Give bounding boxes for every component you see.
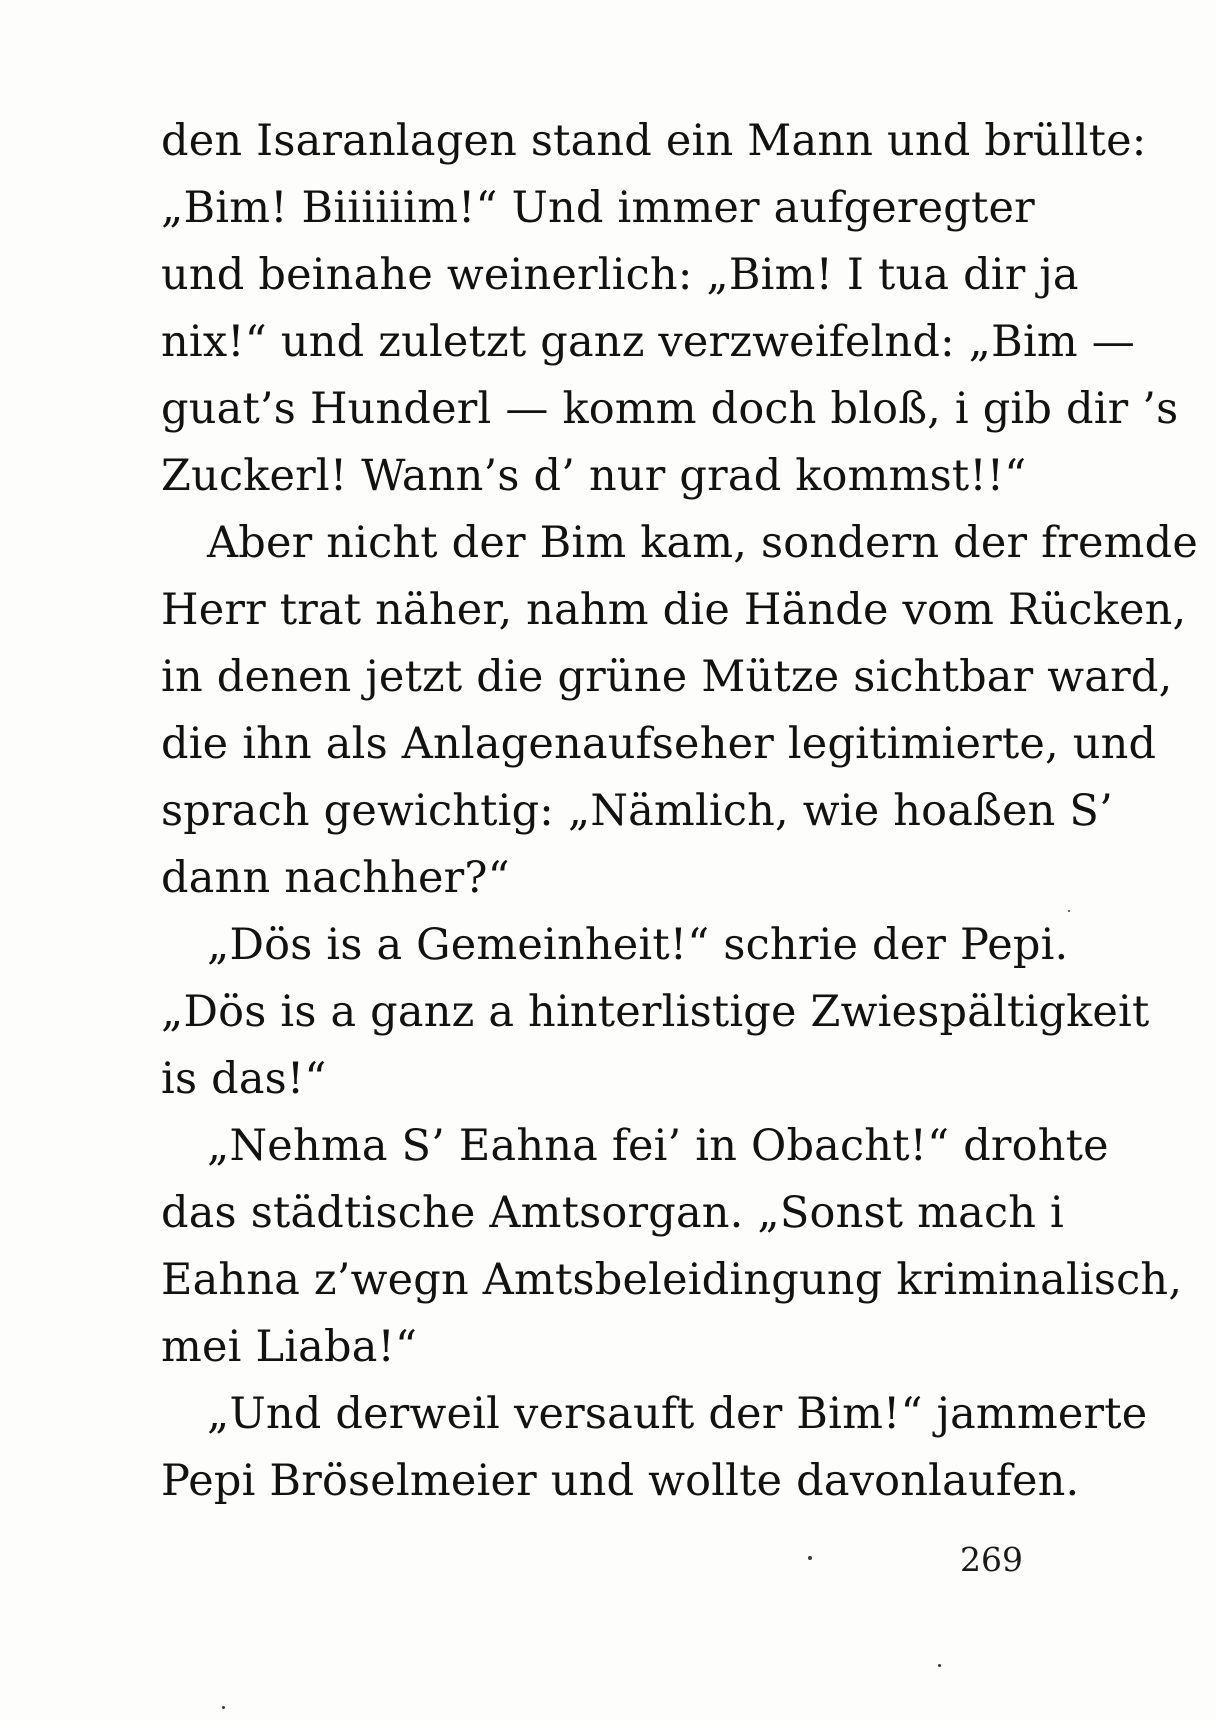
text-line-18: Eahna z’wegn Amtsbeleidingung kriminalisch,: [161, 1255, 1183, 1305]
text-line-14: „Dös is a ganz a hinterlistige Zwiespältigkeit: [161, 987, 1150, 1037]
text-line-1: den Isaranlagen stand ein Mann und brüllte:: [161, 116, 1147, 166]
text-line-10: die ihn als Anlagenaufseher legitimierte, und: [161, 719, 1157, 769]
text-line-6: Zuckerl! Wann’s d’ nur grad kommst!!“: [161, 451, 1027, 501]
text-line-8: Herr trat näher, nahm die Hände vom Rücken,: [161, 585, 1187, 635]
text-line-11: sprach gewichtig: „Nämlich, wie hoaßen S’: [161, 786, 1113, 836]
scan-speck: [938, 1664, 941, 1667]
text-line-5: guat’s Hunderl — komm doch bloß, i gib dir ’s: [161, 384, 1179, 434]
body-text: [161, 108, 1199, 1515]
text-line-7: Aber nicht der Bim kam, sondern der fremde: [207, 518, 1199, 568]
text-line-3: und beinahe weinerlich: „Bim! I tua dir ja: [161, 250, 1079, 300]
text-line-16: „Nehma S’ Eahna fei’ in Obacht!“ drohte: [207, 1121, 1109, 1171]
text-line-4: nix!“ und zuletzt ganz verzweifelnd: „Bim —: [161, 317, 1135, 367]
text-line-21: Pepi Bröselmeier und wollte davonlaufen.: [161, 1456, 1080, 1506]
text-line-13: „Dös is a Gemeinheit!“ schrie der Pepi.: [207, 920, 1069, 970]
text-line-17: das städtische Amtsorgan. „Sonst mach i: [161, 1188, 1064, 1238]
scan-speck: [808, 1556, 812, 1560]
scan-speck: [1068, 910, 1070, 912]
text-line-2: „Bim! Biiiiiim!“ Und immer aufgeregter: [161, 183, 1035, 233]
page-number: 269: [960, 1540, 1023, 1579]
text-line-19: mei Liaba!“: [161, 1322, 418, 1372]
text-line-9: in denen jetzt die grüne Mütze sichtbar ward,: [161, 652, 1173, 702]
text-line-15: is das!“: [161, 1054, 327, 1104]
scan-speck: [222, 1706, 225, 1709]
text-line-12: dann nachher?“: [161, 853, 510, 903]
text-line-20: „Und derweil versauft der Bim!“ jammerte: [207, 1389, 1148, 1439]
